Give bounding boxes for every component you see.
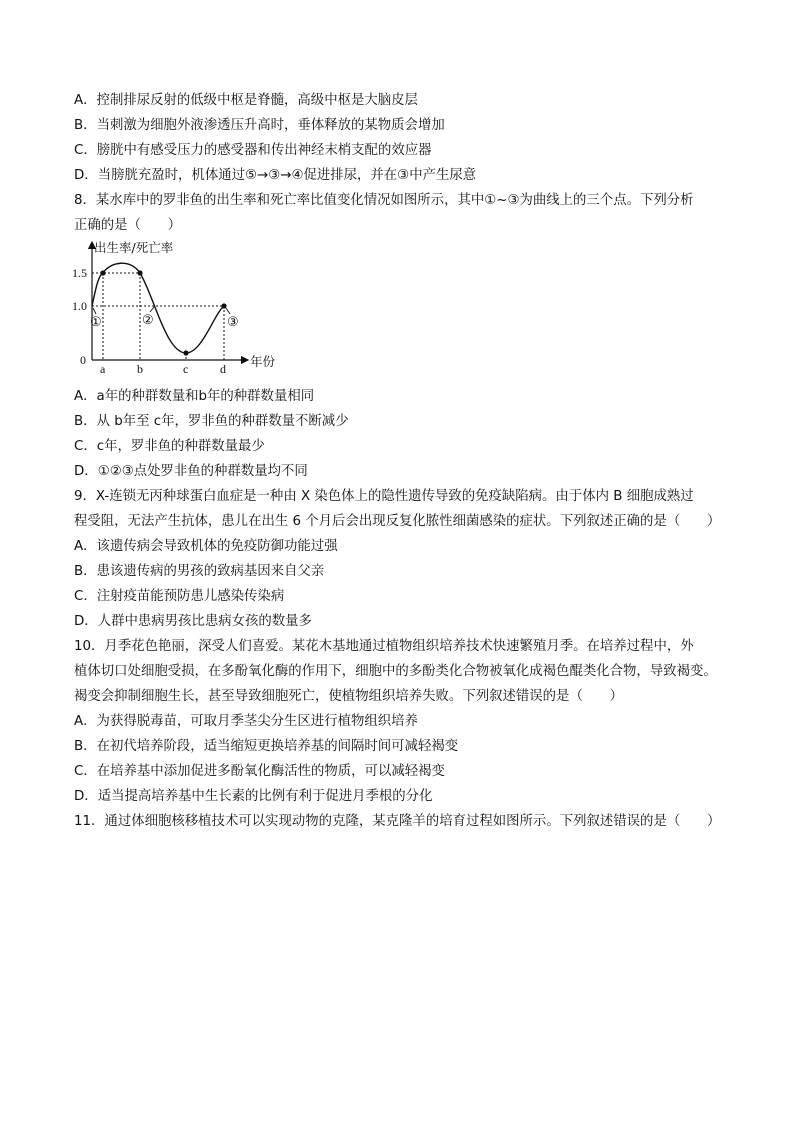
q7-option-a: A．控制排尿反射的低级中枢是脊髓，高级中枢是大脑皮层 [74, 93, 418, 108]
q10-stem-line2: 植体切口处细胞受损，在多酚氧化酶的作用下，细胞中的多酚类化合物被氧化成褐色醌类化合物，导致褐变。 [74, 664, 717, 679]
q9-option-b: B．患该遗传病的男孩的致病基因来自父亲 [74, 564, 325, 579]
point-b [137, 270, 142, 275]
q10-stem-line1: 10．月季花色艳丽，深受人们喜爱。某花木基地通过植物组织培养技术快速繁殖月季。在培养过程中，外 [74, 639, 694, 654]
q10-option-a: A．为获得脱毒苗，可取月季茎尖分生区进行植物组织培养 [74, 714, 418, 729]
y-tick-0: 0 [80, 353, 86, 367]
point-d [221, 303, 226, 308]
q7-option-c: C．膀胱中有感受压力的感受器和传出神经末梢支配的效应器 [74, 143, 432, 158]
q8-option-b: B．从 b年至 c年，罗非鱼的种群数量不断减少 [74, 414, 349, 429]
annot-3: ③ [227, 314, 239, 329]
q10-option-c: C．在培养基中添加促进多酚氧化酶活性的物质，可以减轻褐变 [74, 764, 445, 779]
q9-option-a: A．该遗传病会导致机体的免疫防御功能过强 [74, 539, 338, 554]
y-tick-1: 1.0 [72, 299, 87, 313]
q10-option-b: B．在初代培养阶段，适当缩短更换培养基的间隔时间可减轻褐变 [74, 739, 459, 754]
q9-stem-line2: 程受阻，无法产生抗体，患儿在出生 6 个月后会出现反复化脓性细菌感染的症状。下列叙述正确的是（ ） [74, 514, 721, 529]
q8-stem-line2: 正确的是（ ） [74, 218, 182, 233]
q7-option-d: D．当膀胱充盈时，机体通过⑤→③→④促进排尿，并在③中产生尿意 [74, 168, 477, 183]
q8-chart [74, 236, 274, 376]
x-tick-b: b [137, 362, 143, 376]
q11-stem-line1: 11．通过体细胞核移植技术可以实现动物的克隆，某克隆羊的培育过程如图所示。下列叙述错误的是（ ） [74, 814, 721, 829]
x-tick-a: a [100, 362, 106, 376]
x-tick-c: c [183, 362, 189, 376]
q8-stem-line1: 8．某水库中的罗非鱼的出生率和死亡率比值变化情况如图所示，其中①~③为曲线上的三个点。下列分析 [74, 193, 694, 208]
point-c [183, 350, 188, 355]
x-axis-label: 年份 [250, 354, 276, 369]
q7-option-b: B．当刺激为细胞外液渗透压升高时，垂体释放的某物质会增加 [74, 118, 445, 133]
q10-option-d: D．适当提高培养基中生长素的比例有利于促进月季根的分化 [74, 789, 433, 804]
annot-1: ① [90, 314, 102, 329]
q9-option-c: C．注射疫苗能预防患儿感染传染病 [74, 589, 285, 604]
point-a [100, 270, 105, 275]
x-tick-d: d [220, 362, 226, 376]
q8-option-d: D．①②③点处罗非鱼的种群数量均不同 [74, 464, 308, 479]
ratio-curve [92, 263, 224, 353]
q8-option-c: C．c年，罗非鱼的种群数量最少 [74, 439, 265, 454]
q9-option-d: D．人群中患病男孩比患病女孩的数量多 [74, 614, 312, 629]
q8-option-a: A．a年的种群数量和b年的种群数量相同 [74, 389, 315, 404]
y-tick-2: 1.5 [72, 266, 87, 280]
q9-stem-line1: 9．X-连锁无丙种球蛋白血症是一种由 X 染色体上的隐性遗传导致的免疫缺陷病。由于体内 B 细胞成熟过 [74, 489, 694, 504]
q10-stem-line3: 褐变会抑制细胞生长，甚至导致细胞死亡，使植物组织培养失败。下列叙述错误的是（ ） [74, 689, 624, 704]
y-axis-label: 出生率/死亡率 [94, 240, 174, 255]
annot-2: ② [142, 312, 154, 327]
